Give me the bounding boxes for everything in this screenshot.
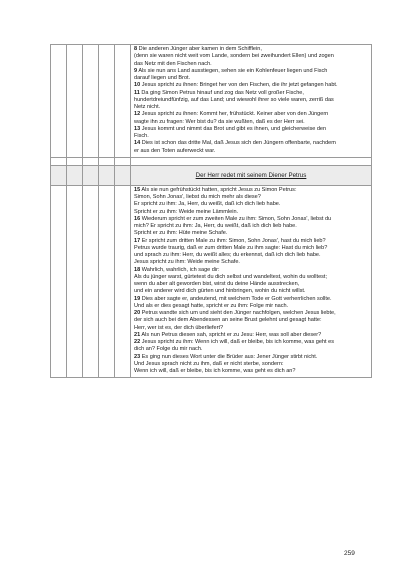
- verse-line: [134, 310, 368, 317]
- verse-text: das Netz mit den Fischen nach.: [134, 60, 212, 67]
- verse-line: [134, 61, 368, 68]
- verse-text: Wenn ich will, daß er bleibe, bis ich komme, was geht es dich an?: [134, 368, 296, 374]
- verse-line: [134, 201, 368, 208]
- verse-text: Da ging Simon Petrus hinauf und zog das Netz voll großer Fische,: [141, 89, 304, 96]
- verse-line: [134, 119, 368, 126]
- verse-number: 9: [134, 67, 138, 74]
- verse-text: Petrus wurde traurig, daß er zum dritten Male zu ihm sagte: Hast du mich lieb?: [134, 244, 328, 251]
- verse-line: [134, 274, 368, 281]
- verse-number: 15: [134, 186, 141, 193]
- verse-number: 23: [134, 353, 141, 360]
- verse-line: [134, 368, 368, 375]
- verse-number: 14: [134, 140, 141, 147]
- verse-line: [134, 111, 368, 118]
- verse-text: Herr, wer ist es, der dich überliefert?: [134, 324, 224, 331]
- verse-text: Jesus kommt und nimmt das Brot und gibt es ihnen, und gleicherweise den: [141, 125, 327, 132]
- verse-number: 17: [134, 237, 141, 244]
- verse-line: [134, 133, 368, 140]
- verse-text: Als sie nun ans Land ausstiegen, sehen sie ein Kohlenfeuer liegen und Fisch: [138, 67, 328, 74]
- verse-line: [134, 223, 368, 230]
- verse-text: Dies aber sagte er, andeutend, mit welchem Tode er Gott verherrlichen sollte.: [141, 295, 332, 302]
- verse-line: [134, 216, 368, 223]
- verse-line: [134, 288, 368, 295]
- verse-text: Es ging nun dieses Wort unter die Brüder aus: Jener Jünger stirbt nicht.: [141, 353, 318, 360]
- verse-text: Er spricht zu ihm: Ja, Herr, du weißt, daß ich dich lieb habe.: [134, 201, 281, 208]
- verse-text-block: [131, 186, 371, 378]
- verse-line: [134, 238, 368, 245]
- verse-text: Jesus spricht zu ihm: Wenn ich will, daß er bleibe, bis ich komme, was geht es: [141, 339, 334, 345]
- verse-number: 8: [134, 46, 138, 52]
- verse-number: 19: [134, 295, 141, 302]
- verse-line: [134, 332, 368, 339]
- table-row: [51, 158, 371, 166]
- verse-text: Wiederum spricht er zum zweiten Male zu ihm: Simon, Sohn Jonas', liebst du: [141, 215, 332, 222]
- verse-line: [134, 252, 368, 259]
- verse-line: [134, 317, 368, 324]
- verse-line: [134, 53, 368, 60]
- verse-text: Simon, Sohn Jonas', liebst du mich mehr als diese?: [134, 194, 261, 200]
- verse-line: [134, 140, 368, 147]
- verse-number: 20: [134, 310, 141, 316]
- verse-line: [134, 187, 368, 194]
- verse-number: 10: [134, 82, 141, 89]
- verse-text: Spricht er zu ihm: Hüte meine Schafe.: [134, 230, 228, 237]
- verse-text: der sich auch bei dem Abendessen an seine Brust gelehnt und gesagt hatte:: [134, 317, 322, 324]
- verse-line: [134, 82, 368, 89]
- verse-line: [134, 209, 368, 216]
- verse-line: [134, 46, 368, 53]
- verse-text: Netz nicht.: [134, 104, 161, 110]
- verse-number: 22: [134, 339, 141, 345]
- verse-text: Jesus spricht zu ihnen: Bringet her von den Fischen, die ihr jetzt gefangen habt.: [141, 82, 338, 89]
- table-row: [51, 45, 371, 158]
- verse-line: [134, 126, 368, 133]
- verse-text: er aus den Toten auferweckt war.: [134, 147, 216, 154]
- verse-line: [134, 267, 368, 274]
- verse-line: [134, 354, 368, 361]
- verse-text: hundertdreiundfünfzig, auf das Land; und wiewohl ihrer so viele waren, zerriß das: [134, 96, 334, 103]
- verse-text: Er spricht zum dritten Male zu ihm: Simon, Sohn Jonas', hast du mich lieb?: [141, 237, 326, 244]
- verse-number: 11: [134, 89, 140, 96]
- verse-line: [134, 339, 368, 346]
- verse-text: Wahrlich, wahrlich, ich sage dir:: [141, 266, 220, 273]
- table-row: [51, 186, 371, 378]
- verse-text: darauf liegen und Brot.: [134, 75, 191, 81]
- verse-text: Jesus spricht zu ihnen: Kommt her, frühstückt. Keiner aber von den Jüngern: [141, 111, 329, 118]
- verse-text: mich? Er spricht zu ihm: Ja, Herr, du weißt, daß ich dich lieb habe.: [134, 223, 297, 229]
- verse-text: Als du jünger warst, gürtetest du dich selbst und wandeltest, wohin du wolltest;: [134, 273, 328, 280]
- verse-text: Als sie nun gefrühstückt hatten, spricht Jesus zu Simon Petrus:: [141, 186, 297, 193]
- verse-text-block: [131, 45, 371, 157]
- verse-line: [134, 361, 368, 368]
- verse-line: [134, 325, 368, 332]
- verse-text: (denn sie waren nicht weit vom Lande, sondern bei zweihundert Ellen) und zogen: [134, 53, 334, 60]
- verse-text: und ein anderer wird dich gürten und hinbringen, wohin du nicht willst.: [134, 288, 306, 295]
- verse-line: [134, 68, 368, 75]
- verse-text: Spricht er zu ihm: Weide meine Lämmlein.: [134, 208, 239, 215]
- page-number: 259: [344, 550, 355, 557]
- verse-text: Jesus spricht zu ihm: Weide meine Schafe.: [134, 259, 240, 266]
- verse-line: [134, 90, 368, 97]
- verse-text: Als nun Petrus diesen sah, spricht er zu Jesu: Herr, was soll aber dieser?: [141, 331, 322, 338]
- verse-text: wagte ihn zu fragen: Wer bist du? da sie wußten, daß es der Herr sei.: [134, 118, 305, 125]
- verse-line: [134, 75, 368, 82]
- verse-line: [134, 148, 368, 155]
- verse-text: dich an? Folge du mir nach.: [134, 346, 203, 353]
- verse-text: und sprach zu ihm: Herr, du weißt alles; du erkennst, daß ich dich lieb habe.: [134, 252, 321, 258]
- verse-line: [134, 194, 368, 201]
- verse-line: [134, 230, 368, 237]
- verse-text: wenn du aber alt geworden bist, wirst du deine Hände ausstrecken,: [134, 281, 300, 287]
- verse-text: Petrus wandte sich um und sieht den Jünger nachfolgen, welchen Jesus liebte,: [141, 310, 336, 316]
- verse-number: 13: [134, 125, 141, 132]
- verse-text: Fisch.: [134, 133, 149, 139]
- verse-number: 21: [134, 331, 141, 338]
- verse-table: [50, 44, 372, 378]
- verse-line: [134, 281, 368, 288]
- section-heading-row: [51, 166, 371, 186]
- verse-line: [134, 296, 368, 303]
- section-heading-text: Der Herr redet mit seinem Diener Petrus: [195, 171, 307, 179]
- verse-line: [134, 303, 368, 310]
- verse-number: 12: [134, 111, 141, 118]
- section-heading: [131, 166, 371, 185]
- verse-text: Dies ist schon das dritte Mal, daß Jesus sich den Jüngern offenbarte, nachdem: [141, 140, 336, 147]
- verse-text: Und Jesus sprach nicht zu ihm, daß er nicht sterbe, sondern:: [134, 360, 284, 367]
- verse-line: [134, 346, 368, 353]
- verse-line: [134, 104, 368, 111]
- verse-text: Und als er dies gesagt hatte, spricht er zu ihm: Folge mir nach.: [134, 302, 289, 309]
- verse-number: 18: [134, 266, 141, 273]
- verse-line: [134, 97, 368, 104]
- verse-line: [134, 259, 368, 266]
- verse-line: [134, 245, 368, 252]
- verse-text: Die anderen Jünger aber kamen in dem Schifflein,: [138, 46, 262, 52]
- verse-number: 16: [134, 215, 141, 222]
